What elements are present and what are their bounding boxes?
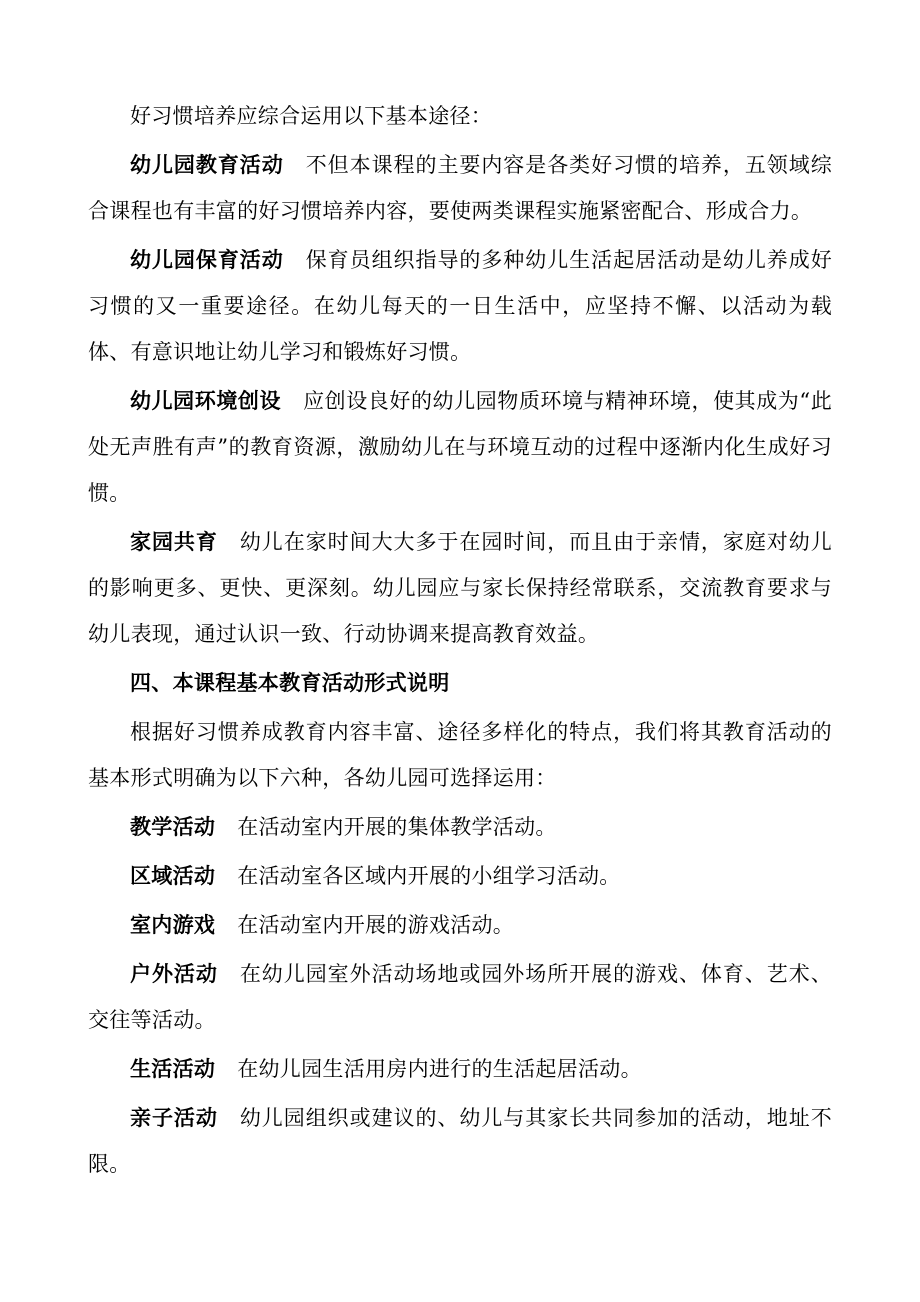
pathway-text: 保育员组织指导的多种幼儿生活起居活动是幼儿养成好习惯的又一重要途径。在幼儿每天的一日生活中，应坚持不懈、以活动为载体、有意识地让幼儿学习和锻炼好习惯。 bbox=[88, 248, 832, 364]
pathway-term: 家园共育 bbox=[130, 530, 218, 554]
pathway-term: 幼儿园环境创设 bbox=[130, 389, 282, 413]
form-term: 生活活动 bbox=[130, 1057, 216, 1081]
pathway-text: 应创设良好的幼儿园物质环境与精神环境，使其成为“此处无声胜有声”的教育资源，激励幼儿在与环境互动的过程中逐渐内化生成好习惯。 bbox=[88, 389, 832, 505]
form-paragraph-area bbox=[88, 853, 832, 899]
pathway-term: 幼儿园教育活动 bbox=[130, 153, 284, 177]
form-text: 在幼儿园生活用房内进行的生活起居活动。 bbox=[237, 1057, 642, 1081]
pathway-term: 幼儿园保育活动 bbox=[130, 248, 284, 272]
form-paragraph-outdoor bbox=[88, 951, 832, 1043]
pathway-text: 幼儿在家时间大大多于在园时间，而且由于亲情，家庭对幼儿的影响更多、更快、更深刻。幼儿园应与家长保持经常联系，交流教育要求与幼儿表现，通过认识一致、行动协调来提高教育效益。 bbox=[88, 530, 832, 646]
form-term: 户外活动 bbox=[130, 962, 218, 986]
form-text: 在活动室各区域内开展的小组学习活动。 bbox=[237, 864, 621, 888]
form-text: 在幼儿园室外活动场地或园外场所开展的游戏、体育、艺术、交往等活动。 bbox=[88, 962, 832, 1032]
pathway-paragraph-home bbox=[88, 519, 832, 657]
pathway-paragraph-education bbox=[88, 142, 832, 234]
pathway-text: 不但本课程的主要内容是各类好习惯的培养，五领域综合课程也有丰富的好习惯培养内容，要使两类课程实施紧密配合、形成合力。 bbox=[88, 153, 832, 223]
form-text: 在活动室内开展的集体教学活动。 bbox=[237, 815, 557, 839]
form-paragraph-daily-life bbox=[88, 1046, 832, 1092]
section-intro-paragraph: 根据好习惯养成教育内容丰富、途径多样化的特点，我们将其教育活动的基本形式明确为以下六种，各幼儿园可选择运用： bbox=[88, 720, 832, 790]
form-paragraph-teaching bbox=[88, 804, 832, 850]
form-term: 亲子活动 bbox=[130, 1106, 218, 1130]
intro-paragraph: 好习惯培养应综合运用以下基本途径： bbox=[130, 104, 493, 128]
form-term: 区域活动 bbox=[130, 864, 216, 888]
pathway-paragraph-environment bbox=[88, 378, 832, 516]
pathway-paragraph-care bbox=[88, 237, 832, 375]
form-paragraph-indoor-game bbox=[88, 902, 832, 948]
form-text: 在活动室内开展的游戏活动。 bbox=[237, 913, 515, 937]
form-paragraph-parent-child bbox=[88, 1095, 832, 1187]
form-text: 幼儿园组织或建议的、幼儿与其家长共同参加的活动，地址不限。 bbox=[88, 1106, 832, 1176]
form-term: 室内游戏 bbox=[130, 913, 216, 937]
form-term: 教学活动 bbox=[130, 815, 216, 839]
section-heading: 四、本课程基本教育活动形式说明 bbox=[130, 671, 450, 695]
